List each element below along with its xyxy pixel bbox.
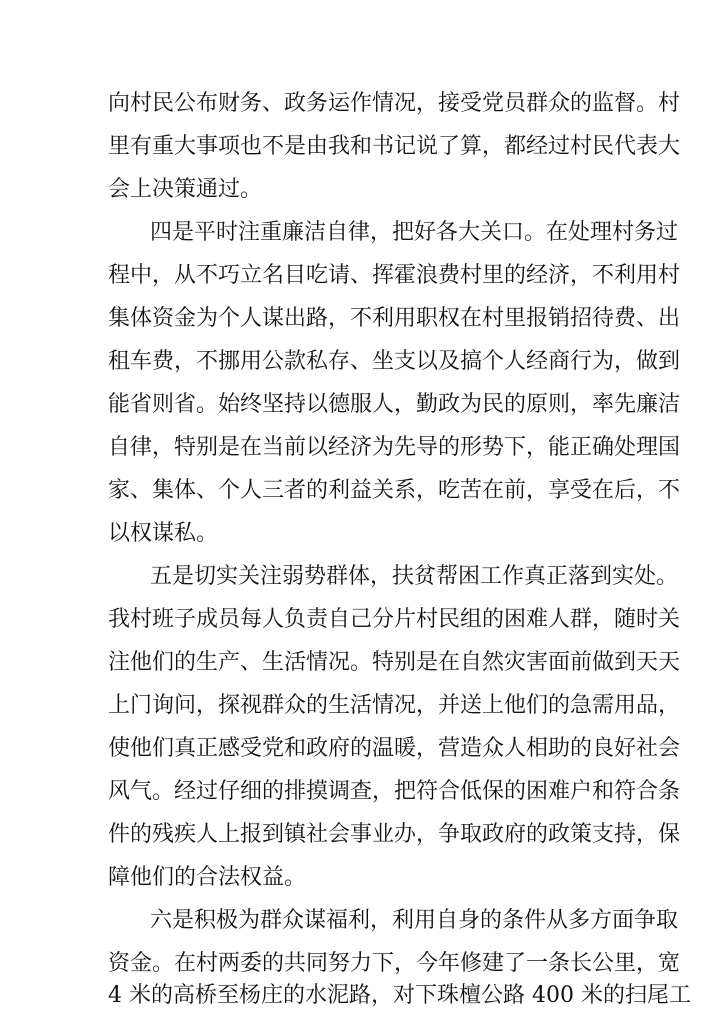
paragraph-start-line: 四是平时注重廉洁自律，把好各大关口。在处理村务过 xyxy=(150,220,679,245)
text-line: 租车费，不挪用公款私存、坐支以及搞个人经商行为，做到 xyxy=(108,349,681,374)
text-line: 以权谋私。 xyxy=(108,521,219,546)
text-line: 向村民公布财务、政务运作情况，接受党员群众的监督。村 xyxy=(108,91,681,116)
paragraph-start-line: 五是切实关注弱势群体，扶贫帮困工作真正落到实处。 xyxy=(150,564,679,589)
text-line: 集体资金为个人谋出路，不利用职权在村里报销招待费、出 xyxy=(108,306,681,331)
text-line: 资金。在村两委的共同努力下，今年修建了一条长公里，宽 xyxy=(108,951,681,976)
text-line: 自律，特别是在当前以经济为先导的形势下，能正确处理国 xyxy=(108,435,681,460)
text-line: 上门询问，探视群众的生活情况，并送上他们的急需用品， xyxy=(108,693,681,718)
text-line: 风气。经过仔细的排摸调查，把符合低保的困难户和符合条 xyxy=(108,779,681,804)
text-line: 4 米的高桥至杨庄的水泥路，对下珠檀公路 400 米的扫尾工 xyxy=(108,983,691,1008)
text-line: 注他们的生产、生活情况。特别是在自然灾害面前做到天天 xyxy=(108,650,681,675)
text-line: 会上决策通过。 xyxy=(108,177,263,202)
text-line: 件的残疾人上报到镇社会事业办，争取政府的政策支持，保 xyxy=(108,822,681,847)
text-line: 能省则省。始终坚持以德服人，勤政为民的原则，率先廉洁 xyxy=(108,392,681,417)
text-line: 程中，从不巧立名目吃请、挥霍浪费村里的经济，不利用村 xyxy=(108,263,681,288)
text-line: 障他们的合法权益。 xyxy=(108,865,307,890)
text-line: 我村班子成员每人负责自己分片村民组的困难人群，随时关 xyxy=(108,607,681,632)
text-line: 使他们真正感受党和政府的温暖，营造众人相助的良好社会 xyxy=(108,736,681,761)
text-line: 里有重大事项也不是由我和书记说了算，都经过村民代表大 xyxy=(108,134,681,159)
paragraph-start-line: 六是积极为群众谋福利，利用自身的条件从多方面争取 xyxy=(150,908,679,933)
text-line: 家、集体、个人三者的利益关系，吃苦在前，享受在后，不 xyxy=(108,478,681,503)
